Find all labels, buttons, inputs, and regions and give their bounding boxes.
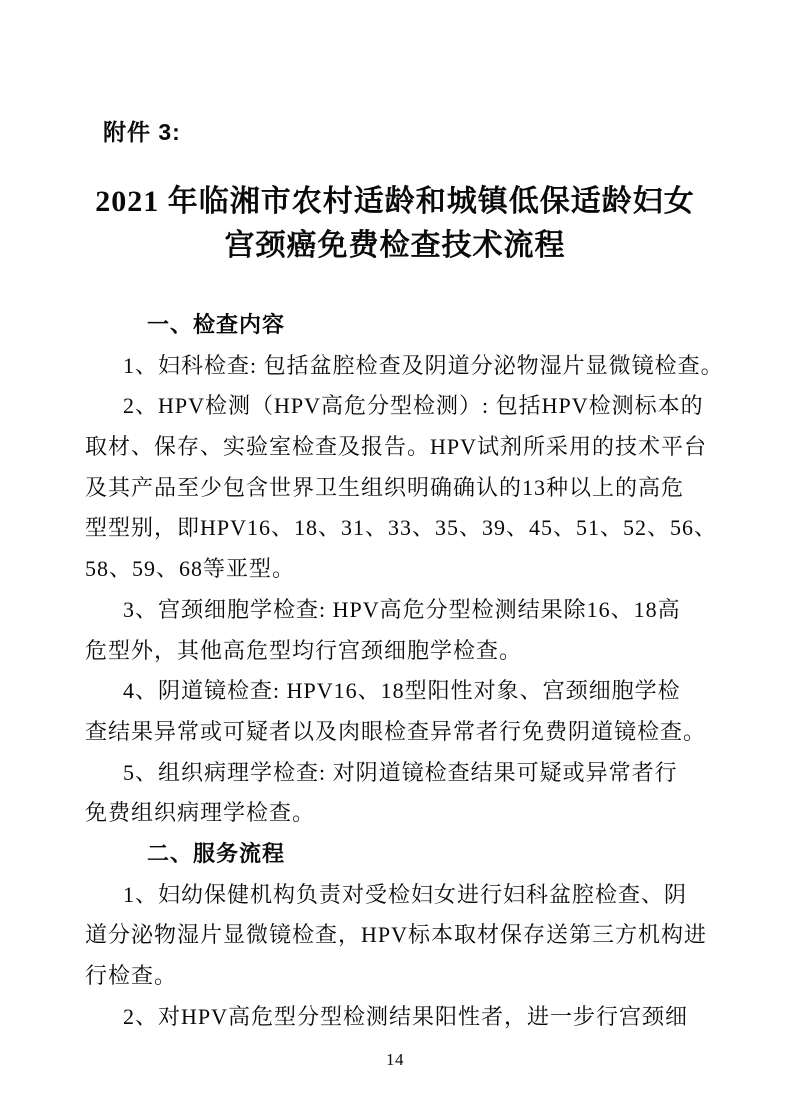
body-line: 1、妇科检查: 包括盆腔检查及阴道分泌物湿片显微镜检查。 [123, 352, 724, 378]
body-line: 1、妇幼保健机构负责对受检妇女进行妇科盆腔检查、阴 [123, 881, 688, 907]
document-title-line-2: 宫颈癌免费检查技术流程 [224, 229, 566, 262]
document-title-line-1: 2021 年临湘市农村适龄和城镇低保适龄妇女 [95, 185, 695, 218]
body-line: 及其产品至少包含世界卫生组织明确确认的13种以上的高危 [85, 474, 685, 500]
document-body [85, 305, 724, 1037]
body-line: 危型外，其他高危型均行宫颈细胞学检查。 [85, 637, 523, 663]
annex-label: 附件 3: [103, 119, 181, 145]
section-heading-1: 一、检查内容 [147, 312, 286, 337]
body-line: 2、对HPV高危型分型检测结果阳性者，进一步行宫颈细 [123, 1003, 689, 1029]
body-line: 4、阴道镜检查: HPV16、18型阳性对象、宫颈细胞学检 [123, 678, 681, 704]
section-heading-2: 二、服务流程 [147, 840, 286, 866]
body-line: 行检查。 [85, 963, 178, 988]
body-line: 免费组织病理学检查。 [85, 800, 316, 826]
body-line: 道分泌物湿片显微镜检查，HPV标本取材保存送第三方机构进 [85, 922, 708, 948]
body-line: 查结果异常或可疑者以及肉眼检查异常者行免费阴道镜检查。 [85, 718, 707, 744]
page-number: 14 [386, 1050, 404, 1069]
document-title [0, 180, 790, 268]
body-line: 58、59、68等亚型。 [85, 556, 296, 582]
body-line: 5、组织病理学检查: 对阴道镜检查结果可疑或异常者行 [123, 759, 678, 785]
body-line: 取材、保存、实验室检查及报告。HPV试剂所采用的技术平台 [85, 434, 708, 460]
body-line: 3、宫颈细胞学检查: HPV高危分型检测结果除16、18高 [123, 596, 681, 622]
body-line: 型型别，即HPV16、18、31、33、35、39、45、51、52、56、 [85, 515, 718, 541]
body-line: 2、HPV检测（HPV高危分型检测）: 包括HPV检测标本的 [123, 393, 704, 419]
